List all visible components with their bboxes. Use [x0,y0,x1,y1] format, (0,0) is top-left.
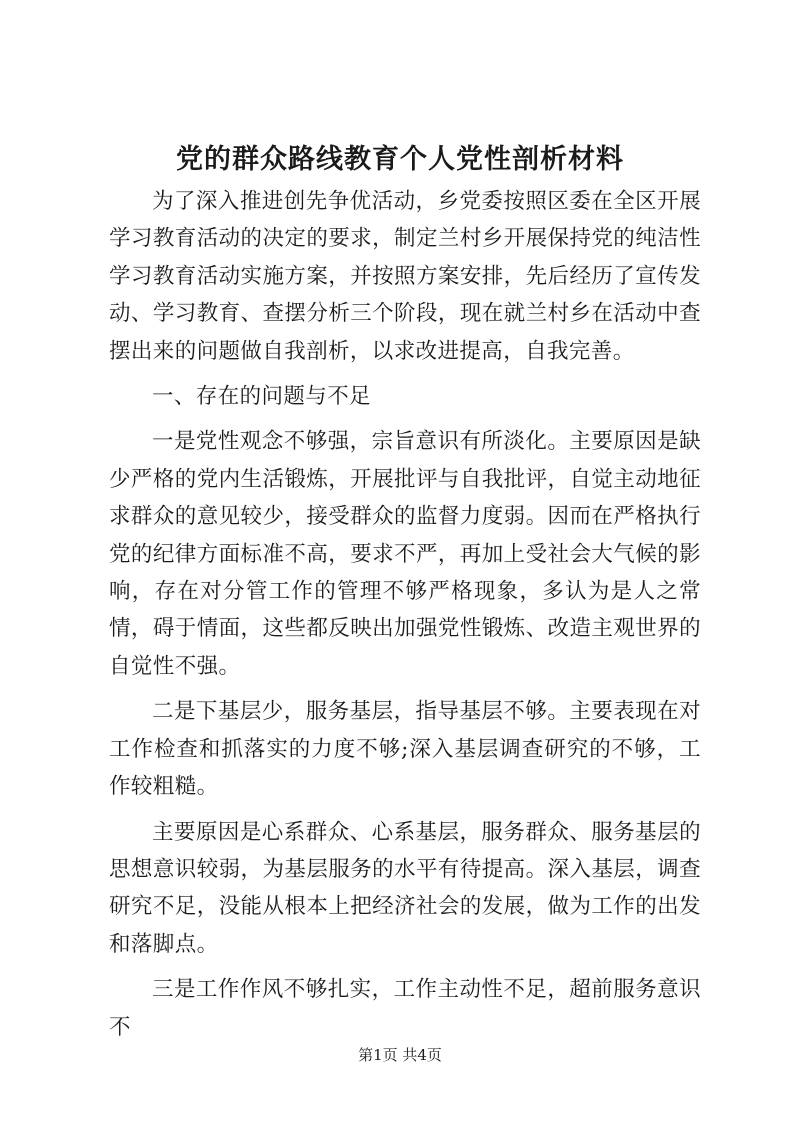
paragraph-problem-one: 一是党性观念不够强，宗旨意识有所淡化。主要原因是缺少严格的党内生活锻炼，开展批评与自我批评，自觉主动地征求群众的意见较少，接受群众的监督力度弱。因而在严格执行党的纪律方面标准不高，要求不严，再加上受社会大气候的影响，存在对分管工作的管理不够严格现象，多认为是人之常情，碍于情面，这些都反映出加强党性锻炼、改造主观世界的自觉性不强。 [109,429,701,679]
document-title: 党的群众路线教育个人党性剖析材料 [176,144,624,175]
section-heading-problems: 一、存在的问题与不足 [152,384,372,410]
page-number-footer: 第1页 共4页 [358,1046,442,1064]
paragraph-problem-two: 二是下基层少，服务基层，指导基层不够。主要表现在对工作检查和抓落实的力度不够;深入基层调查研究的不够，工作较粗糙。 [109,699,701,800]
document-body [109,183,701,1046]
paragraph-intro: 为了深入推进创先争优活动，乡党委按照区委在全区开展学习教育活动的决定的要求，制定兰村乡开展保持党的纯洁性学习教育活动实施方案，并按照方案安排，先后经历了宣传发动、学习教育、查摆分析三个阶段，现在就兰村乡在活动中查摆出来的问题做自我剖析，以求改进提高，自我完善。 [109,189,701,364]
paragraph-problem-three: 三是工作作风不够扎实，工作主动性不足，超前服务意识不 [109,977,701,1040]
paragraph-main-reason: 主要原因是心系群众、心系基层，服务群众、服务基层的思想意识较弱，为基层服务的水平有待提高。深入基层，调查研究不足，没能从根本上把经济社会的发展，做为工作的出发和落脚点。 [109,819,701,957]
